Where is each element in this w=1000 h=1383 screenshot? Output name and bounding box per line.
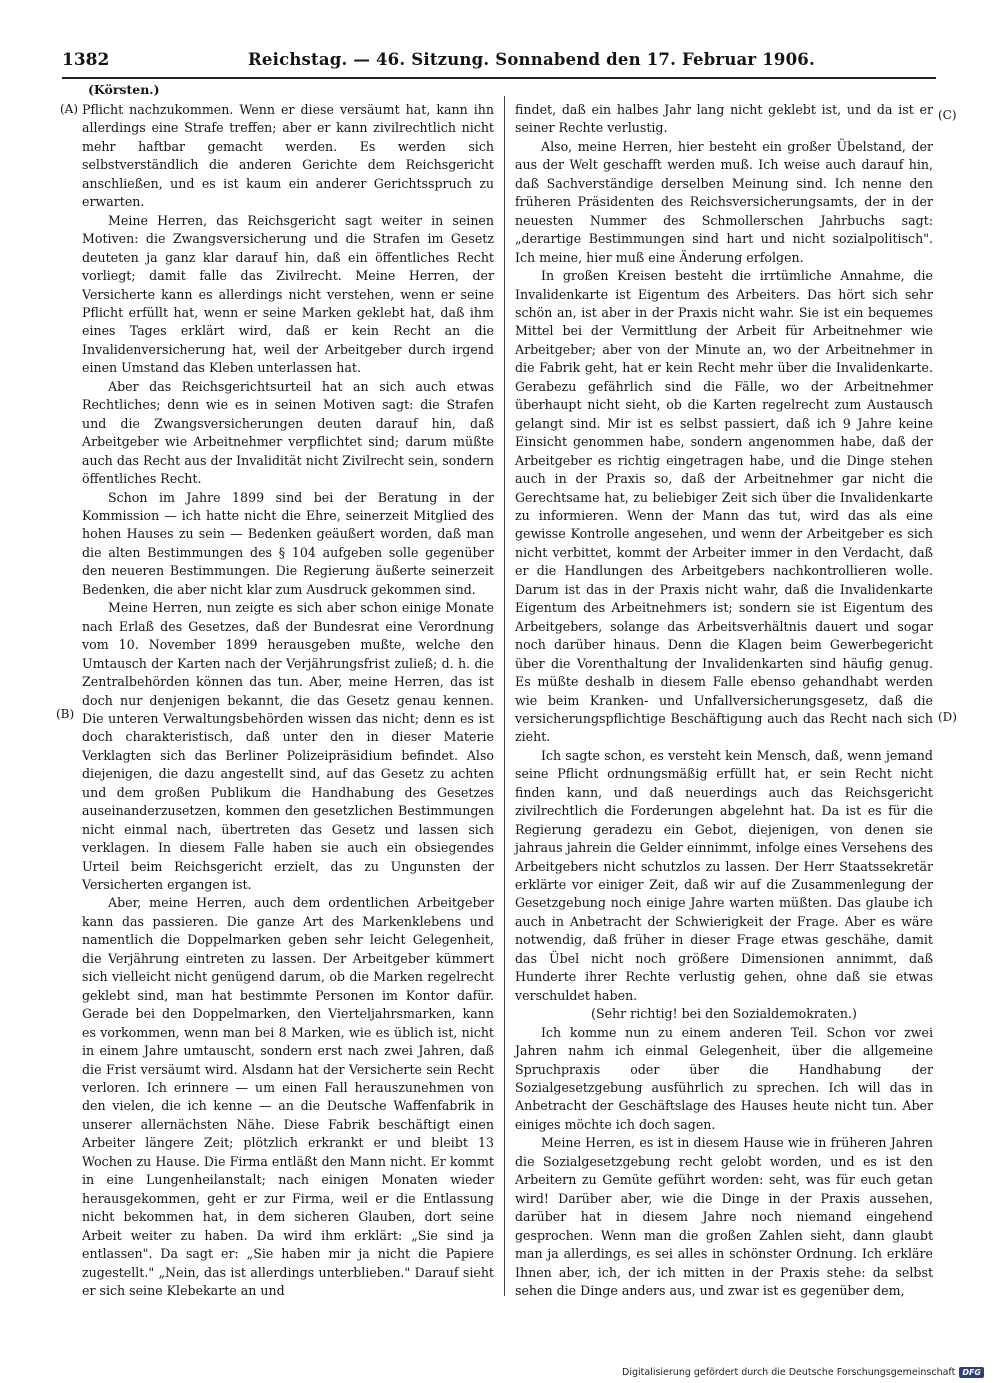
footer xyxy=(622,1365,984,1379)
interjection: (Sehr richtig! bei den Sozialdemokraten.) xyxy=(591,1006,857,1022)
paragraph: Pflicht nachzukommen. Wenn er diese versäumt hat, kann ihn allerdings eine Strafe treffen; aber er kann zivilrechtlich nicht mehr haftbar gemacht werden. Es werden sich selbstverständlich die anderen Gerichte dem Reichsgericht anschließen, und es ist kaum ein anderer Gerichtsspruch zu erwarten. xyxy=(82,102,494,210)
column-divider xyxy=(504,96,505,1296)
right-column xyxy=(515,101,933,1300)
paragraph: In großen Kreisen besteht die irrtümliche Annahme, die Invalidenkarte ist Eigentum des Arbeiters. Das hört sich sehr schön an, ist aber in der Praxis nicht wahr. Sie ist ein bequemes Mittel bei der Vermittlung der Arbeit für Arbeitnehmer wie Arbeitgeber; aber von der Minute an, wo der Arbeitnehmer in die Fabrik geht, hat er kein Recht mehr über die Invalidenkarte. Gerabezu gefährlich sind die Fälle, wo der Arbeitnehmer überhaupt nicht sieht, ob die Karten regelrecht zum Austausch gelangt sind. Mir ist es selbst passiert, daß ich 9 Jahre keine Einsicht genommen habe, sondern angenommen habe, daß der Arbeitgeber es richtig eingetragen habe, und die Dinge stehen auch in der Praxis so, daß der Arbeitnehmer gar nicht die Gerechtsame hat, zu beliebiger Zeit sich über die Invalidenkarte zu informieren. Wenn der Mann das tut, wird das als eine gewisse Kontrolle angesehen, und wenn der Arbeitgeber es sich nicht verbittet, kommt der Arbeiter immer in den Verdacht, daß er die Handlungen des Arbeitgebers nachkontrollieren wolle. Darum ist das in der Praxis nicht wahr, daß die Invalidenkarte Eigentum des Arbeitnehmers ist; sondern sie ist Eigentum des Arbeitgebers, solange das Arbeitsverhältnis dauert und sogar noch darüber hinaus. Denn die Klagen beim Gewerbegericht über die Vorenthaltung der Invalidenkarten sind häufig genug. Es müßte deshalb in diesem Falle ebenso gehandhabt werden wie beim Kranken- und Unfallversicherungsgesetz, daß die versicherungspflichtige Beschäftigung auch das Recht nach sich zieht. xyxy=(515,268,933,745)
dfg-logo: DFG xyxy=(959,1367,984,1378)
page-header xyxy=(62,50,936,76)
margin-marker-b: (B) xyxy=(56,707,75,721)
paragraph: Ich komme nun zu einem anderen Teil. Schon vor zwei Jahren nahm ich einmal Gelegenheit, über die allgemeine Spruchpraxis oder über die Handhabung der Sozialgesetzgebung ausführlich zu sprechen. Ich will das in Anbetracht der Geschäftslage des Hauses heute nicht tun. Aber einiges möchte ich doch sagen. xyxy=(515,1024,933,1132)
speaker-name: (Körsten.) xyxy=(88,82,160,97)
paragraph: Also, meine Herren, hier besteht ein großer Übelstand, der aus der Welt geschafft werden muß. Ich weise auch darauf hin, daß Sachverständige derselben Meinung sind. Ich nenne den früheren Präsidenten des Reichsversicherungsamts, der in der neuesten Nummer des Schmollerschen Jahrbuchs sagt: „derartige Bestimmungen sind hart und nicht sozialpolitisch". Ich meine, hier muß eine Änderung erfolgen. xyxy=(515,138,933,265)
paragraph: Schon im Jahre 1899 sind bei der Beratung in der Kommission — ich hatte nicht die Ehre, seinerzeit Mitglied des hohen Hauses zu sein — Bedenken geäußert worden, daß man die alten Bestimmungen des § 104 aufgeben solle gegenüber den neueren Bestimmungen. Die Regierung äußerte seinerzeit Bedenken, die aber nicht klar zum Ausdruck gekommen sind. xyxy=(82,489,494,597)
header-rule xyxy=(62,77,936,79)
paragraph: Meine Herren, nun zeigte es sich aber schon einige Monate nach Erlaß des Gesetzes, daß der Bundesrat eine Verordnung vom 10. November 1899 herausgeben mußte, welche den Umtausch der Karten nach der Verjährungsfrist zuließ; d. h. die Zentralbehörden können das tun. Aber, meine Herren, das ist doch nur denjenigen bekannt, die das Gesetz genau kennen. Die unteren Verwaltungsbehörden wissen das nicht; denn es ist doch charakteristisch, daß unter den in dieser Materie Verklagten sich das Berliner Polizeipräsidium befindet. Also diejenigen, die dazu angestellt sind, auf das Gesetz zu achten und dem großen Publikum die Handhabung des Gesetzes auseinanderzusetzen, kommen den gesetzlichen Bestimmungen nicht einmal nach, übertreten das Gesetz und lassen sich verklagen. In diesem Falle haben sie auch ein obsiegendes Urteil beim Reichsgericht erzielt, das zu Ungunsten der Versicherten ergangen ist. xyxy=(82,600,494,893)
page-number: 1382 xyxy=(62,50,110,70)
paragraph: findet, daß ein halbes Jahr lang nicht geklebt ist, und da ist er seiner Rechte verlustig. xyxy=(515,102,933,136)
margin-marker-c: (C) xyxy=(938,108,957,122)
left-column xyxy=(82,101,494,1300)
footer-text: Digitalisierung gefördert durch die Deutsche Forschungsgemeinschaft xyxy=(622,1366,956,1378)
running-title: Reichstag. — 46. Sitzung. Sonnabend den 17. Februar 1906. xyxy=(248,50,815,69)
margin-marker-a: (A) xyxy=(60,102,79,116)
paragraph: Meine Herren, das Reichsgericht sagt weiter in seinen Motiven: die Zwangsversicherung und die Strafen im Gesetz deuteten ja ganz klar darauf hin, daß ein öffentliches Recht vorliegt; damit falle das Zivilrecht. Meine Herren, der Versicherte kann es allerdings nicht verstehen, wenn er seine Pflicht erfüllt hat, wenn er seine Marken geklebt hat, daß ihm eines Tages erklärt wird, daß er kein Recht an die Invalidenversicherung hat, weil der Arbeitgeber durch irgend einen Umstand das Kleben unterlassen hat. xyxy=(82,212,494,376)
paragraph: Aber das Reichsgerichtsurteil hat an sich auch etwas Rechtliches; denn wie es in seinen Motiven sagt: die Strafen und die Zwangsversicherungen deuten darauf hin, daß Arbeitgeber wie Arbeitnehmer verpflichtet sind; darum müßte auch das Recht aus der Invalidität nicht Zivilrecht sein, sondern öffentliches Recht. xyxy=(82,378,494,487)
paragraph: Aber, meine Herren, auch dem ordentlichen Arbeitgeber kann das passieren. Die ganze Art des Markenklebens und namentlich die Doppelmarken geben sehr leicht Gelegenheit, die Verjährung eintreten zu lassen. Der Arbeitgeber kümmert sich vielleicht nicht genügend darum, ob die Marken regelrecht geklebt sind, man hat bestimmte Personen im Kontor dafür. Gerade bei den Doppelmarken, den Vierteljahrsmarken, kann es vorkommen, wenn man bei 8 Marken, wie es üblich ist, nicht in einem Jahre umtauscht, sondern erst nach zwei Jahren, daß die Frist versäumt wird. Alsdann hat der Versicherte sein Recht verloren. Ich erinnere — um einen Fall herauszunehmen von den vielen, die ich kenne — an die Deutsche Waffenfabrik in unserer allernächsten Nähe. Diese Fabrik beschäftigt einen Arbeiter längere Zeit; plötzlich erkrankt er und bleibt 13 Wochen zu Hause. Die Firma entläßt den Mann nicht. Er kommt in eine Lungenheilanstalt; nach einigen Monaten wieder herausgekommen, geht er zur Firma, weil er die Entlassung nicht bekommen hat, in dem sicheren Glauben, dort seine Arbeit weiter zu haben. Da wird ihm erklärt: „Sie sind ja entlassen". Da sagt er: „Sie haben mir ja nicht die Papiere zugestellt." „Nein, das ist allerdings unterblieben." Darauf sieht er sich seine Klebekarte an und xyxy=(82,895,494,1298)
margin-marker-d: (D) xyxy=(938,710,957,724)
paragraph: Ich sagte schon, es versteht kein Mensch, daß, wenn jemand seine Pflicht ordnungsmäßig erfüllt hat, er sein Recht nicht finden kann, und daß neuerdings auch das Reichsgericht zivilrechtlich die Forderungen abgelehnt hat. Da ist es für die Regierung geradezu ein Gebot, diejenigen, von denen sie jahraus jahrein die Gelder einnimmt, infolge eines Versehens des Arbeitgebers nicht schutzlos zu lassen. Der Herr Staatssekretär erklärte vor einiger Zeit, daß wir auf die Zusammenlegung der Gesetzgebung noch einige Jahre warten müßten. Das glaube ich auch in Anbetracht der Schwierigkeit der Frage. Aber es wäre notwendig, daß früher in dieser Frage etwas geschähe, damit das Übel nicht noch größere Dimensionen annimmt, daß Hunderte ihrer Rechte verlustig gehen, ohne daß sie etwas verschuldet haben. xyxy=(515,747,933,1003)
paragraph: Meine Herren, es ist in diesem Hause wie in früheren Jahren die Sozialgesetzgebung recht gelobt worden, und es ist den Arbeitern zu Gemüte geführt worden: seht, was für euch getan wird! Darüber aber, wie die Dinge in der Praxis aussehen, darüber hat in diesem Jahre noch niemand eingehend gesprochen. Wenn man die großen Zahlen sieht, dann glaubt man ja allerdings, es sei alles in schönster Ordnung. Ich erkläre Ihnen aber, ich, der ich mitten in der Praxis stehe: da selbst sehen die Dinge anders aus, und zwar ist es gegenüber dem, xyxy=(515,1135,933,1298)
